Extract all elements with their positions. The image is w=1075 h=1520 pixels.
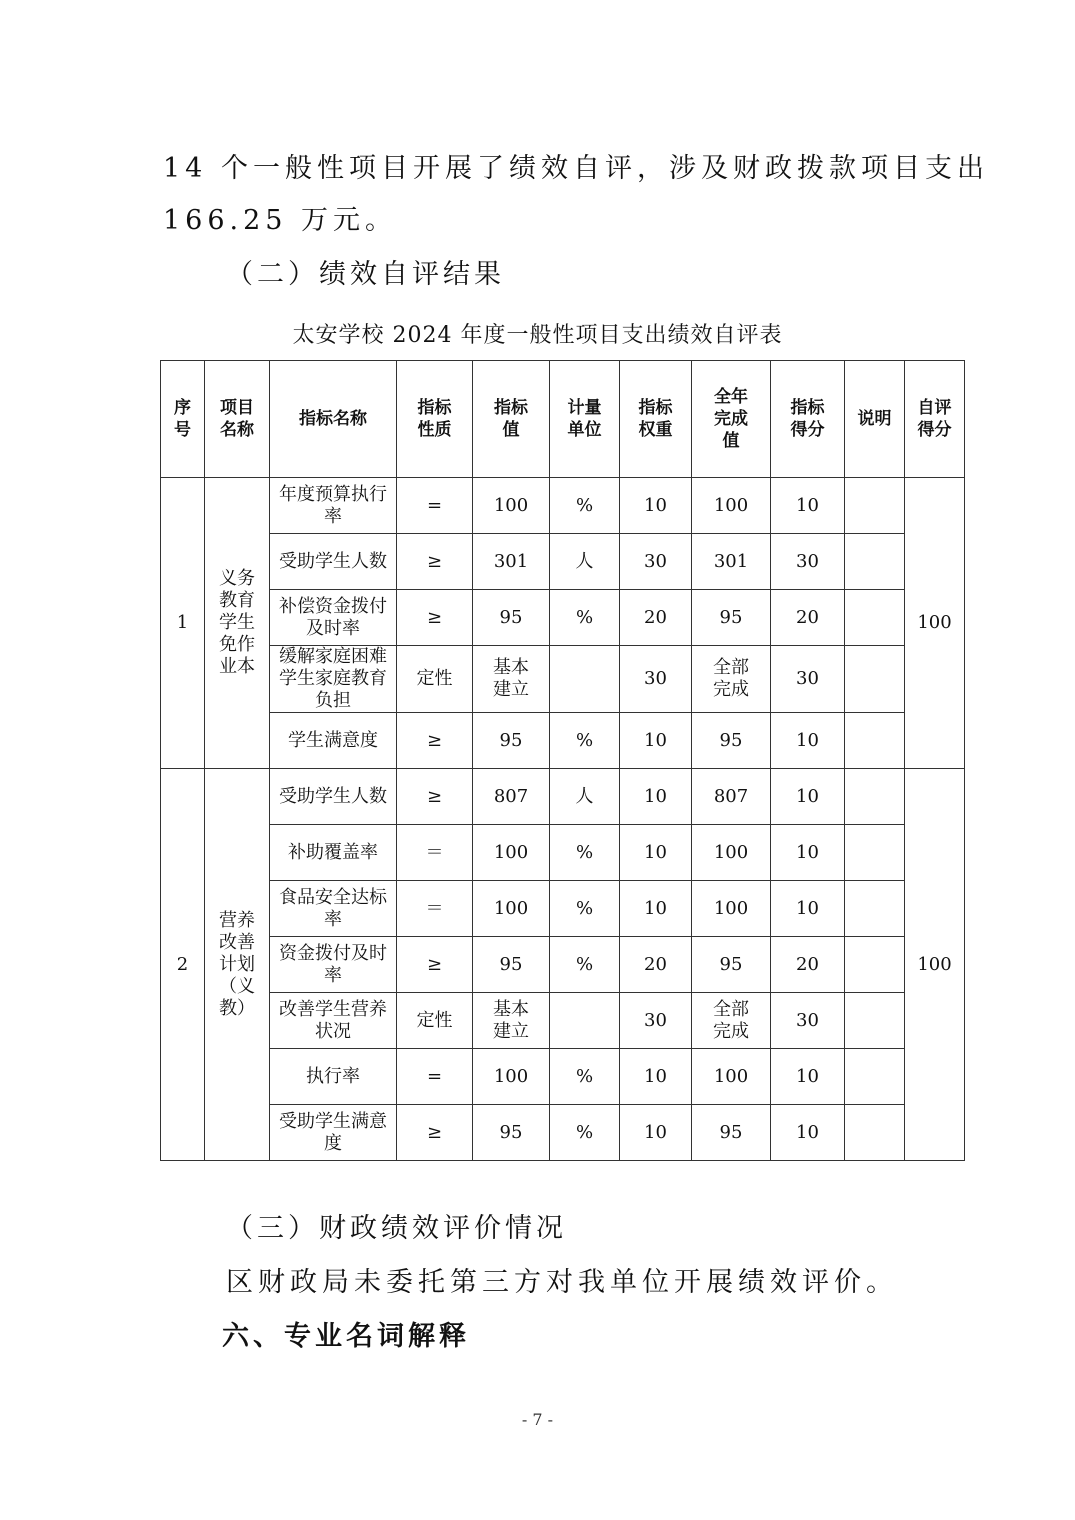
header-cell: 序号 bbox=[161, 361, 205, 478]
nature-cell: ＝ bbox=[397, 825, 473, 881]
value-cell: 95 bbox=[473, 713, 550, 769]
table-row bbox=[161, 713, 965, 769]
note-cell bbox=[845, 646, 905, 713]
actual-cell: 301 bbox=[692, 534, 771, 590]
note-cell bbox=[845, 937, 905, 993]
actual-cell: 95 bbox=[692, 937, 771, 993]
intro-line-2: 166.25 万元。 bbox=[163, 205, 398, 236]
actual-cell: 95 bbox=[692, 1105, 771, 1161]
header-cell: 指标名称 bbox=[270, 361, 397, 478]
actual-cell: 全部完成 bbox=[692, 646, 771, 713]
unit-cell: % bbox=[550, 478, 620, 534]
nature-cell: = bbox=[397, 1049, 473, 1105]
note-cell bbox=[845, 825, 905, 881]
table-row bbox=[161, 534, 965, 590]
header-cell: 项目名称 bbox=[205, 361, 270, 478]
actual-cell: 95 bbox=[692, 713, 771, 769]
points-cell: 20 bbox=[771, 937, 845, 993]
weight-cell: 10 bbox=[620, 478, 692, 534]
value-cell: 基本建立 bbox=[473, 646, 550, 713]
header-cell: 指标权重 bbox=[620, 361, 692, 478]
unit-cell: % bbox=[550, 590, 620, 646]
table-caption: 太安学校 2024 年度一般性项目支出绩效自评表 bbox=[292, 323, 783, 348]
nature-cell: ≥ bbox=[397, 534, 473, 590]
points-cell: 10 bbox=[771, 825, 845, 881]
unit-cell bbox=[550, 993, 620, 1049]
weight-cell: 30 bbox=[620, 534, 692, 590]
note-cell bbox=[845, 1105, 905, 1161]
actual-cell: 807 bbox=[692, 769, 771, 825]
value-cell: 100 bbox=[473, 881, 550, 937]
value-cell: 301 bbox=[473, 534, 550, 590]
project-name-cell: 营养改善计划（义教） bbox=[205, 769, 270, 1161]
table-row bbox=[161, 825, 965, 881]
indicator-cell: 缓解家庭困难学生家庭教育负担 bbox=[270, 646, 397, 713]
note-cell bbox=[845, 881, 905, 937]
indicator-cell: 补助覆盖率 bbox=[270, 825, 397, 881]
header-cell: 计量单位 bbox=[550, 361, 620, 478]
indicator-cell: 食品安全达标率 bbox=[270, 881, 397, 937]
table-row bbox=[161, 769, 965, 825]
value-cell: 100 bbox=[473, 825, 550, 881]
points-cell: 30 bbox=[771, 646, 845, 713]
indicator-cell: 年度预算执行率 bbox=[270, 478, 397, 534]
header-cell: 自评得分 bbox=[905, 361, 965, 478]
header-cell: 指标性质 bbox=[397, 361, 473, 478]
points-cell: 10 bbox=[771, 881, 845, 937]
weight-cell: 20 bbox=[620, 590, 692, 646]
table-row bbox=[161, 1105, 965, 1161]
performance-table bbox=[160, 360, 965, 1161]
points-cell: 10 bbox=[771, 1049, 845, 1105]
unit-cell: % bbox=[550, 881, 620, 937]
note-cell bbox=[845, 590, 905, 646]
note-cell bbox=[845, 769, 905, 825]
value-cell: 100 bbox=[473, 478, 550, 534]
weight-cell: 30 bbox=[620, 993, 692, 1049]
actual-cell: 100 bbox=[692, 1049, 771, 1105]
header-cell: 全年完成值 bbox=[692, 361, 771, 478]
actual-cell: 95 bbox=[692, 590, 771, 646]
nature-cell: ≥ bbox=[397, 590, 473, 646]
indicator-cell: 受助学生人数 bbox=[270, 769, 397, 825]
unit-cell: % bbox=[550, 713, 620, 769]
table-row bbox=[161, 881, 965, 937]
note-cell bbox=[845, 993, 905, 1049]
nature-cell: ≥ bbox=[397, 769, 473, 825]
unit-cell: % bbox=[550, 937, 620, 993]
actual-cell: 全部完成 bbox=[692, 993, 771, 1049]
unit-cell: % bbox=[550, 825, 620, 881]
note-cell bbox=[845, 713, 905, 769]
weight-cell: 10 bbox=[620, 1049, 692, 1105]
actual-cell: 100 bbox=[692, 478, 771, 534]
weight-cell: 10 bbox=[620, 713, 692, 769]
indicator-cell: 资金拨付及时率 bbox=[270, 937, 397, 993]
indicator-cell: 补偿资金拨付及时率 bbox=[270, 590, 397, 646]
points-cell: 20 bbox=[771, 590, 845, 646]
section-6-heading: 六、专业名词解释 bbox=[222, 1321, 470, 1352]
nature-cell: 定性 bbox=[397, 993, 473, 1049]
unit-cell: 人 bbox=[550, 534, 620, 590]
actual-cell: 100 bbox=[692, 825, 771, 881]
score-cell: 100 bbox=[905, 478, 965, 769]
indicator-cell: 改善学生营养状况 bbox=[270, 993, 397, 1049]
table-row bbox=[161, 646, 965, 713]
value-cell: 基本建立 bbox=[473, 993, 550, 1049]
weight-cell: 10 bbox=[620, 769, 692, 825]
nature-cell: ＝ bbox=[397, 881, 473, 937]
table-header-row bbox=[161, 361, 965, 478]
nature-cell: = bbox=[397, 478, 473, 534]
note-cell bbox=[845, 1049, 905, 1105]
weight-cell: 10 bbox=[620, 825, 692, 881]
points-cell: 10 bbox=[771, 478, 845, 534]
page-number: - 7 - bbox=[521, 1410, 554, 1429]
project-name-cell: 义务教育学生免作业本 bbox=[205, 478, 270, 769]
section-3-heading: （三）财政绩效评价情况 bbox=[226, 1213, 567, 1244]
header-cell: 说明 bbox=[845, 361, 905, 478]
table-row bbox=[161, 993, 965, 1049]
points-cell: 30 bbox=[771, 534, 845, 590]
value-cell: 95 bbox=[473, 590, 550, 646]
weight-cell: 10 bbox=[620, 1105, 692, 1161]
unit-cell: % bbox=[550, 1105, 620, 1161]
actual-cell: 100 bbox=[692, 881, 771, 937]
nature-cell: ≥ bbox=[397, 937, 473, 993]
weight-cell: 30 bbox=[620, 646, 692, 713]
section-3-text: 区财政局未委托第三方对我单位开展绩效评价。 bbox=[226, 1267, 898, 1298]
unit-cell bbox=[550, 646, 620, 713]
unit-cell: 人 bbox=[550, 769, 620, 825]
value-cell: 807 bbox=[473, 769, 550, 825]
value-cell: 100 bbox=[473, 1049, 550, 1105]
indicator-cell: 受助学生人数 bbox=[270, 534, 397, 590]
nature-cell: ≥ bbox=[397, 713, 473, 769]
note-cell bbox=[845, 534, 905, 590]
score-cell: 100 bbox=[905, 769, 965, 1161]
indicator-cell: 执行率 bbox=[270, 1049, 397, 1105]
intro-line-1: 14 个一般性项目开展了绩效自评，涉及财政拨款项目支出 bbox=[163, 153, 989, 184]
note-cell bbox=[845, 478, 905, 534]
header-cell: 指标值 bbox=[473, 361, 550, 478]
indicator-cell: 学生满意度 bbox=[270, 713, 397, 769]
table-row bbox=[161, 937, 965, 993]
table-row bbox=[161, 590, 965, 646]
table-row bbox=[161, 1049, 965, 1105]
value-cell: 95 bbox=[473, 1105, 550, 1161]
points-cell: 10 bbox=[771, 713, 845, 769]
value-cell: 95 bbox=[473, 937, 550, 993]
weight-cell: 20 bbox=[620, 937, 692, 993]
points-cell: 10 bbox=[771, 1105, 845, 1161]
weight-cell: 10 bbox=[620, 881, 692, 937]
header-cell: 指标得分 bbox=[771, 361, 845, 478]
section-2-heading: （二）绩效自评结果 bbox=[226, 259, 505, 290]
points-cell: 30 bbox=[771, 993, 845, 1049]
seq-cell: 1 bbox=[161, 478, 205, 769]
indicator-cell: 受助学生满意度 bbox=[270, 1105, 397, 1161]
unit-cell: % bbox=[550, 1049, 620, 1105]
nature-cell: ≥ bbox=[397, 1105, 473, 1161]
table-row bbox=[161, 478, 965, 534]
seq-cell: 2 bbox=[161, 769, 205, 1161]
points-cell: 10 bbox=[771, 769, 845, 825]
nature-cell: 定性 bbox=[397, 646, 473, 713]
